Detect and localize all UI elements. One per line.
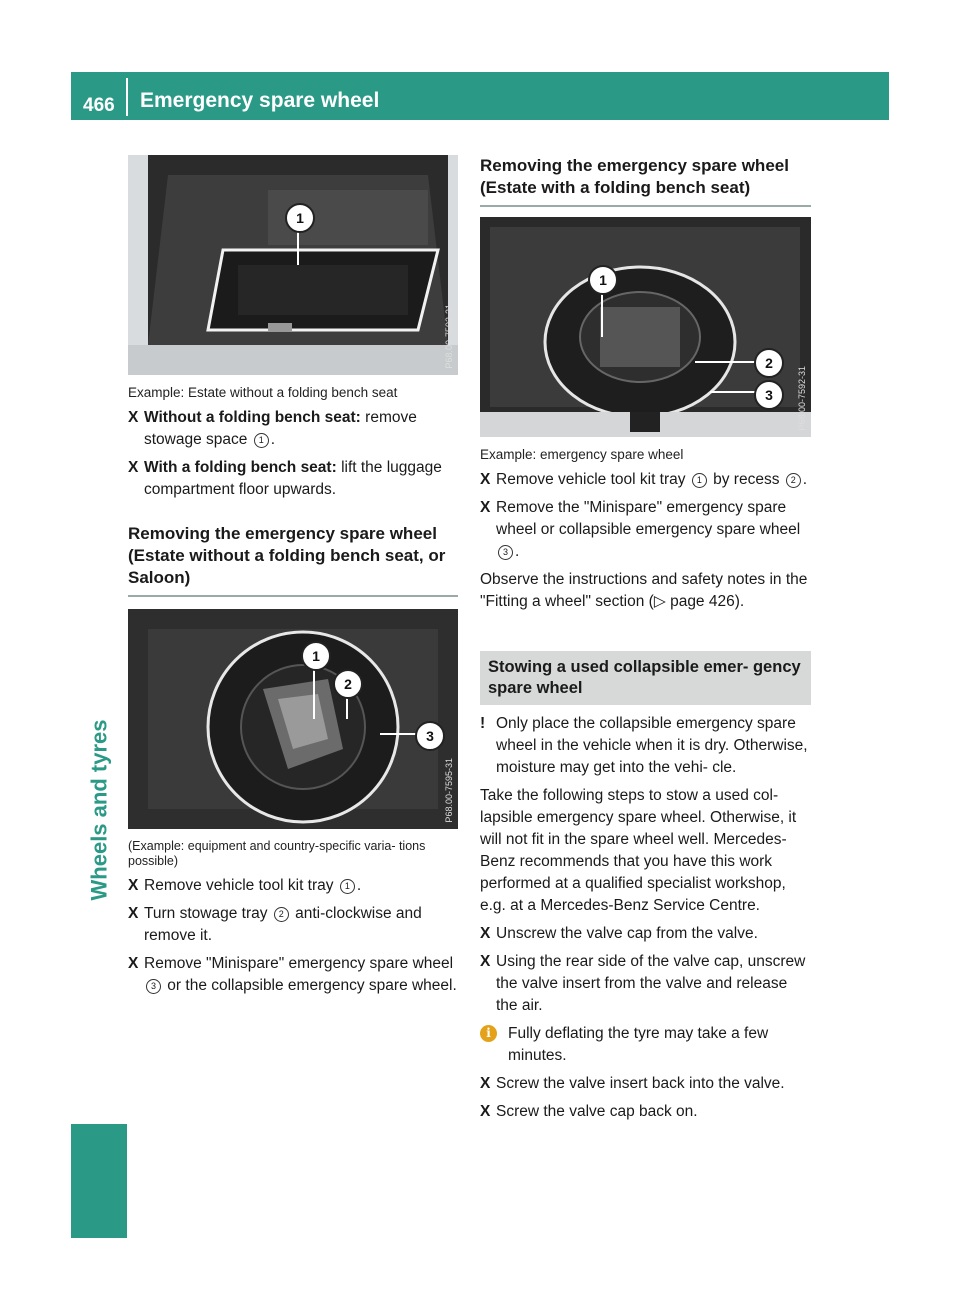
observe-paragraph: [480, 569, 811, 613]
figure-marker-2: 2: [333, 669, 363, 699]
instruction-step: [128, 953, 458, 997]
instruction-step: [128, 875, 458, 897]
item-ref-2: 2: [274, 907, 289, 922]
figure-estate-spare-wheel: [480, 217, 811, 437]
instruction-step: [128, 407, 458, 451]
warning-note: [480, 713, 811, 779]
step-text: by recess: [708, 471, 784, 488]
step-text: Remove "Minispare" emergency spare wheel: [144, 955, 454, 972]
figure-marker-1: 1: [285, 203, 315, 233]
right-column: [480, 155, 811, 1123]
header-divider: [126, 78, 128, 116]
warning-icon: !: [480, 715, 486, 732]
figure-marker-1: 1: [301, 641, 331, 671]
instruction-step: [480, 469, 811, 491]
step-text: remove stowage space: [144, 409, 417, 448]
instruction-step: [128, 457, 458, 501]
instruction-step: [480, 951, 811, 1017]
item-ref-2: 2: [786, 473, 801, 488]
figure-spare-wheel-illustration: [128, 609, 458, 829]
figure-estate-boot-illustration: [128, 155, 458, 375]
page-title: Emergency spare wheel: [140, 89, 380, 112]
figure-code: P68.00-7595-31: [444, 758, 454, 823]
figure-marker-1: 1: [588, 265, 618, 295]
step-text: Remove the "Minispare" emergency spare wheel or collapsible emergency spare wheel: [496, 499, 801, 538]
figure-marker-3: 3: [754, 380, 784, 410]
step-text-end: or the collapsible emergency spare wheel.: [163, 977, 457, 994]
warning-text: Only place the collapsible emergency spare wheel in the vehicle when it is dry. Otherwise, moisture may get into the vehi- cle.: [496, 715, 808, 776]
body-paragraph: Take the following steps to stow a used col- lapsible emergency spare wheel. Otherwise, it will not fit in the spare wheel well. Mercedes-Benz recommends that you have this work performed at a qualified specialist workshop, e.g. at a Mercedes-Benz Service Centre.: [480, 787, 797, 914]
instruction-step: [480, 923, 811, 945]
instruction-step: [480, 1073, 811, 1095]
item-ref-1: 1: [340, 879, 355, 894]
info-text: Fully deflating the tyre may take a few minutes.: [508, 1025, 769, 1064]
item-ref-3: 3: [146, 979, 161, 994]
step-text-end: .: [515, 543, 520, 560]
figure-marker-3: 3: [415, 721, 445, 751]
step-arrow-icon: X: [128, 409, 139, 426]
instruction-step: [480, 497, 811, 563]
step-arrow-icon: X: [128, 905, 139, 922]
step-text-end: .: [802, 471, 808, 488]
observe-text: Observe the instructions and safety notes in the "Fitting a wheel" section (: [480, 571, 808, 610]
step-text: Turn stowage tray: [144, 905, 272, 922]
item-ref-1: 1: [254, 433, 269, 448]
step-text-end: .: [270, 431, 276, 448]
figure-marker-2: 2: [754, 348, 784, 378]
figure-caption: Example: Estate without a folding bench seat: [128, 385, 398, 400]
item-ref-1: 1: [692, 473, 707, 488]
side-tab: [72, 700, 126, 920]
figure-caption: Example: emergency spare wheel: [480, 447, 684, 462]
info-icon: i: [480, 1025, 497, 1042]
instruction-step: [128, 903, 458, 947]
step-text: Using the rear side of the valve cap, unscrew the valve insert from the valve and release the air.: [496, 953, 806, 1014]
step-text: lift the luggage compartment floor upwards.: [144, 459, 442, 498]
side-tab-label: Wheels and tyres: [86, 719, 112, 901]
step-text: Unscrew the valve cap from the valve.: [496, 925, 758, 942]
step-text: Remove vehicle tool kit tray: [144, 877, 338, 894]
side-tab-block: [71, 1124, 127, 1238]
figure-caption: (Example: equipment and country-specific varia- tions possible): [128, 839, 426, 868]
section-heading: Removing the emergency spare wheel (Estate without a folding bench seat, or Saloon): [128, 523, 458, 597]
step-arrow-icon: X: [480, 471, 491, 488]
step-text-end: anti-clockwise and remove it.: [144, 905, 422, 944]
step-arrow-icon: X: [128, 877, 139, 894]
step-text: Screw the valve cap back on.: [496, 1103, 698, 1120]
figure-code: P68.00-7592-31: [797, 366, 807, 431]
page-ref-arrow-icon: ▷: [653, 593, 666, 610]
figure-spare-wheel-well: [128, 609, 458, 829]
step-lead: With a folding bench seat:: [144, 459, 337, 476]
step-arrow-icon: X: [480, 1075, 491, 1092]
step-arrow-icon: X: [480, 925, 491, 942]
info-note: [480, 1023, 811, 1067]
figure-estate-boot: [128, 155, 458, 375]
step-arrow-icon: X: [480, 499, 491, 516]
step-lead: Without a folding bench seat:: [144, 409, 361, 426]
note-heading: Stowing a used collapsible emer- gency spare wheel: [480, 651, 811, 705]
step-text-end: .: [356, 877, 362, 894]
page-number: 466: [83, 95, 115, 116]
step-arrow-icon: X: [128, 459, 139, 476]
step-text: Screw the valve insert back into the valve.: [496, 1075, 785, 1092]
step-arrow-icon: X: [480, 953, 491, 970]
step-arrow-icon: X: [480, 1103, 491, 1120]
figure-code: P68.00-7593-31: [444, 304, 454, 369]
step-arrow-icon: X: [128, 955, 139, 972]
section-heading: Removing the emergency spare wheel (Estate with a folding bench seat): [480, 155, 811, 207]
item-ref-3: 3: [498, 545, 513, 560]
step-text: Remove vehicle tool kit tray: [496, 471, 690, 488]
instruction-step: [480, 1101, 811, 1123]
observe-page-ref[interactable]: page 426).: [665, 593, 745, 610]
left-column: [128, 155, 458, 997]
